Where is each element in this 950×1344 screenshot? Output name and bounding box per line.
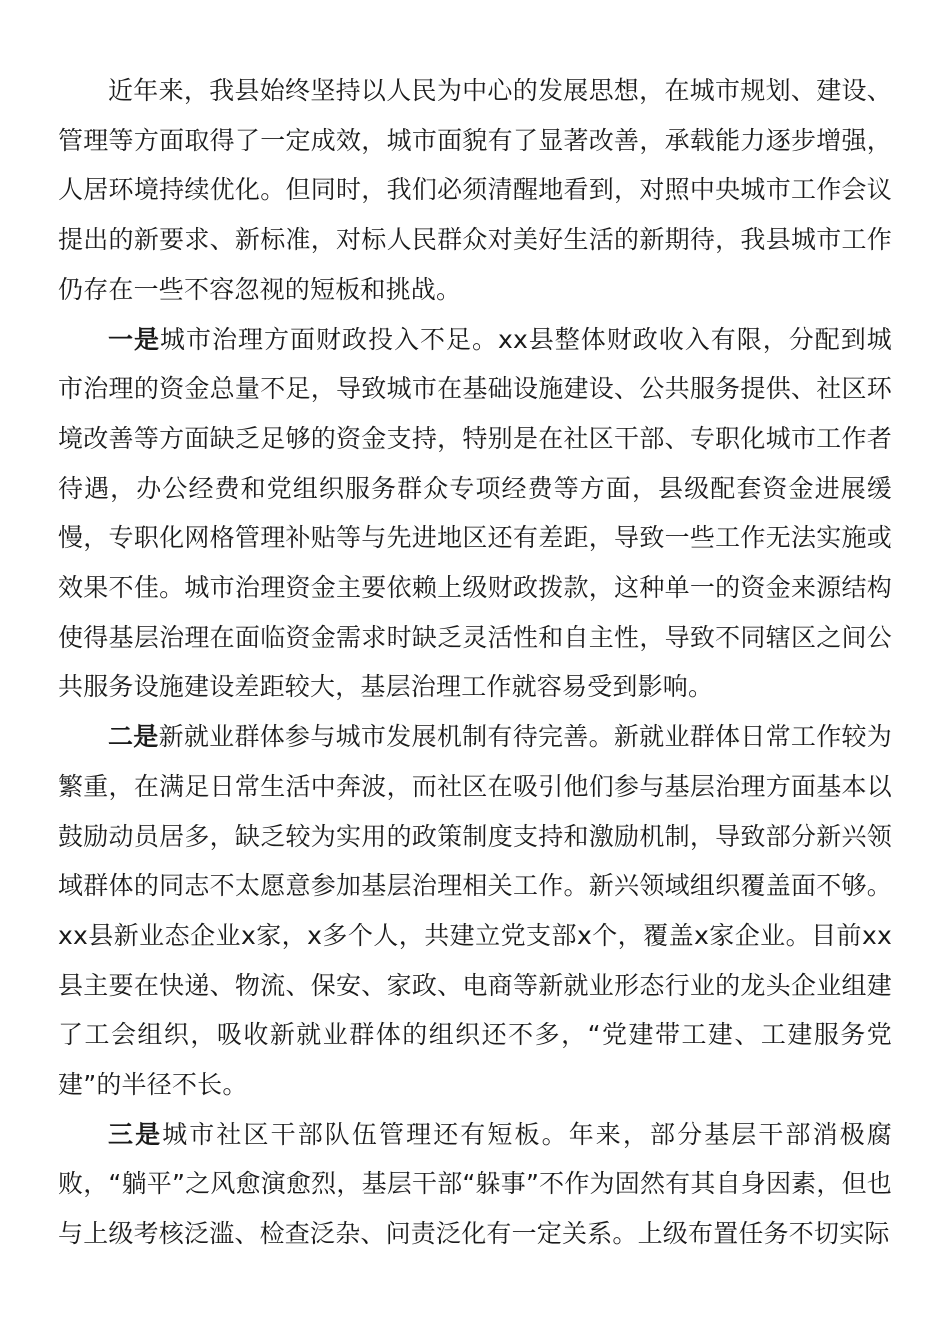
- point-three-lead: 三是: [108, 1119, 163, 1149]
- paragraph-point-one: [58, 315, 892, 713]
- paragraph-intro: [58, 66, 892, 315]
- point-one-text: 城市治理方面财政投入不足。xx县整体财政收入有限，分配到城市治理的资金总量不足，导致城市在基础设施建设、公共服务提供、社区环境改善等方面缺乏足够的资金支持，特别是在社区干部、专职化城市工作者待遇，办公经费和党组织服务群众专项经费等方面，县级配套资金进展缓慢，专职化网格管理补贴等与先进地区还有差距，导致一些工作无法实施或效果不佳。城市治理资金主要依赖上级财政拨款，这种单一的资金来源结构使得基层治理在面临资金需求时缺乏灵活性和自主性，导致不同辖区之间公共服务设施建设差距较大，基层治理工作就容易受到影响。: [58, 324, 892, 702]
- point-one-lead: 一是: [108, 324, 160, 354]
- document-body: [58, 66, 892, 1259]
- point-three-text: 城市社区干部队伍管理还有短板。年来，部分基层干部消极腐败，“躺平”之风愈演愈烈，基层干部“躲事”不作为固然有其自身因素，但也与上级考核泛滥、检查泛杂、问责泛化有一定关系。上级布置任务不切实际: [58, 1119, 892, 1249]
- paragraph-intro-text: 近年来，我县始终坚持以人民为中心的发展思想，在城市规划、建设、管理等方面取得了一定成效，城市面貌有了显著改善，承载能力逐步增强，人居环境持续优化。但同时，我们必须清醒地看到，对照中央城市工作会议提出的新要求、新标准，对标人民群众对美好生活的新期待，我县城市工作仍存在一些不容忽视的短板和挑战。: [58, 76, 892, 304]
- paragraph-point-three: [58, 1110, 892, 1259]
- point-two-text: 新就业群体参与城市发展机制有待完善。新就业群体日常工作较为繁重，在满足日常生活中奔波，而社区在吸引他们参与基层治理方面基本以鼓励动员居多，缺乏较为实用的政策制度支持和激励机制，导致部分新兴领域群体的同志不太愿意参加基层治理相关工作。新兴领域组织覆盖面不够。xx县新业态企业x家，x多个人，共建立党支部x个，覆盖x家企业。目前xx县主要在快递、物流、保安、家政、电商等新就业形态行业的龙头企业组建了工会组织，吸收新就业群体的组织还不多，“党建带工建、工建服务党建”的半径不长。: [58, 722, 892, 1100]
- point-two-lead: 二是: [108, 722, 159, 752]
- paragraph-point-two: [58, 712, 892, 1110]
